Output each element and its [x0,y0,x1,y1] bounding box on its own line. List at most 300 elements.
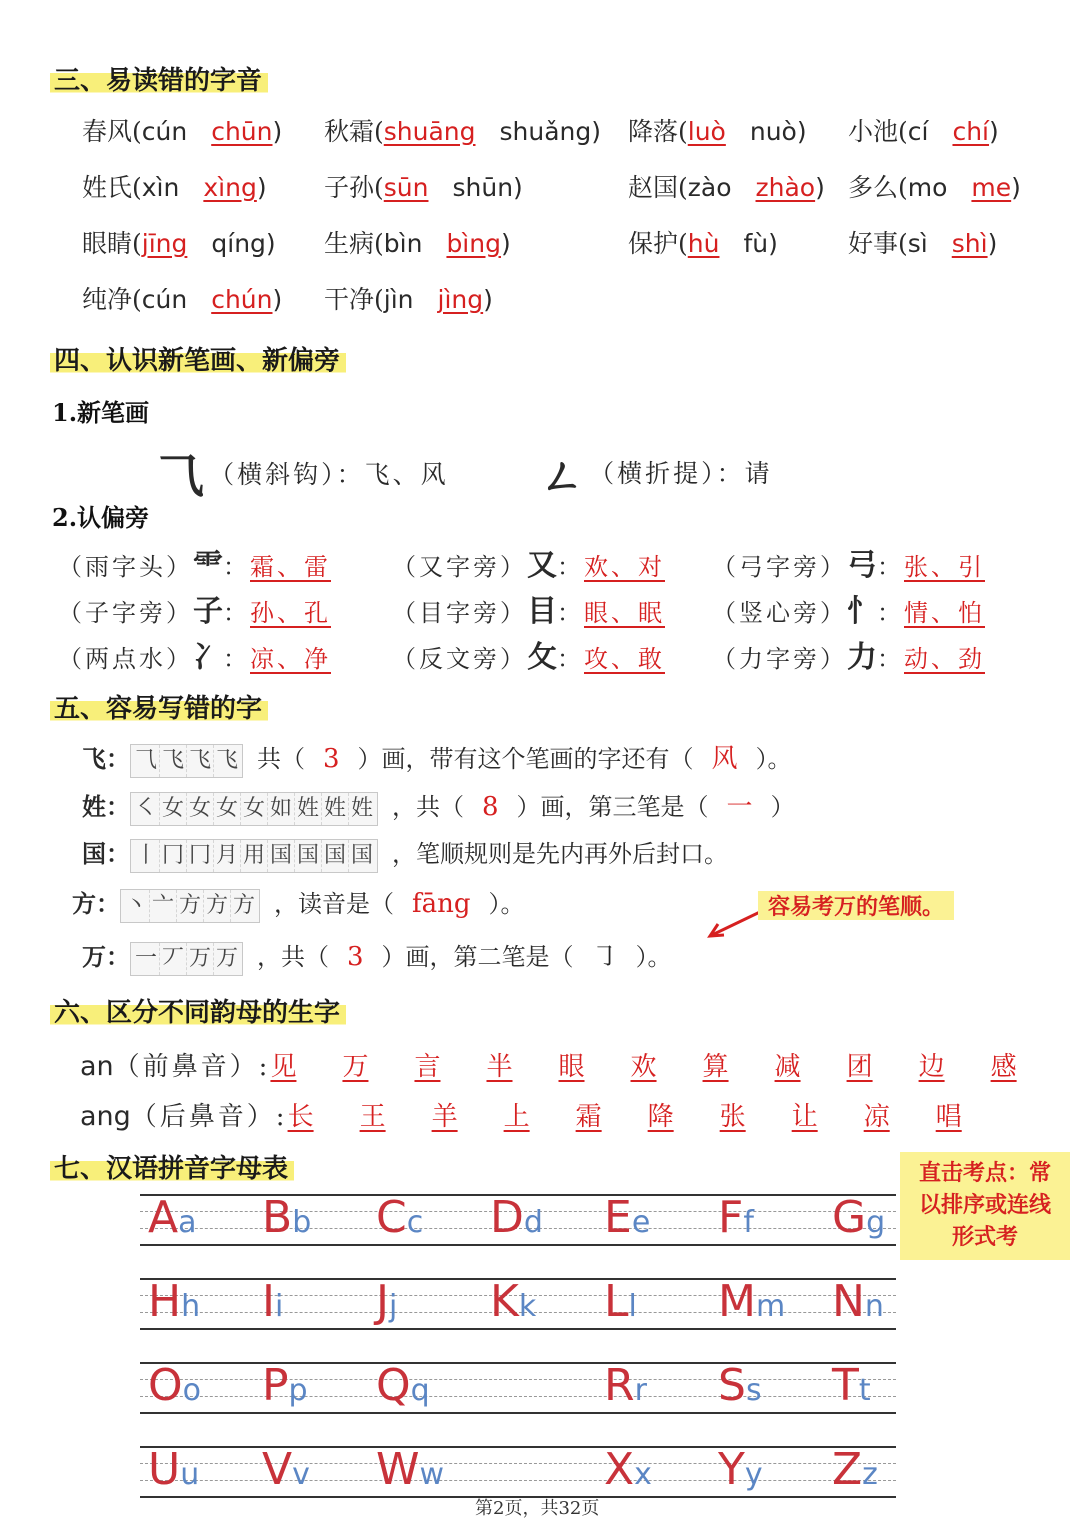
pronunciation-item [324,168,523,204]
lowercase-letter: c [406,1205,424,1240]
question-text: ）。 [755,745,792,773]
lowercase-letter: h [181,1289,201,1324]
stroke-step: 月 [214,840,241,872]
alphabet-letter [148,1444,199,1495]
uppercase-letter: R [604,1360,635,1411]
radical-example-chars: 霜、雷 [250,553,331,581]
alphabet-letter [832,1444,878,1495]
stroke-step: 方 [204,890,231,922]
lowercase-letter: g [866,1205,886,1240]
radical-example-chars: 情、怕 [904,599,985,627]
radical-example-chars: 张、引 [904,553,985,581]
stroke-step: 丨 [133,840,160,872]
stroke-step: 方 [177,890,204,922]
word-text: 秋霜( [324,117,384,146]
alphabet-letter [376,1360,430,1411]
stroke-glyph: ⺄ [158,449,204,503]
alphabet-letter [148,1360,201,1411]
writing-line [140,1463,896,1464]
writing-line [140,1362,896,1364]
final-label: an [80,1051,114,1082]
stroke-step: 用 [241,840,268,872]
radical-name: （反文旁） [392,645,527,673]
pronunciation-item [628,224,778,260]
uppercase-letter: Q [376,1360,411,1411]
alphabet-letter [262,1360,308,1411]
stroke-step: 丆 [160,943,187,975]
stroke-step: 飞 [187,745,214,777]
close-paren: ) [265,229,276,258]
final-char: 唱 [935,1102,962,1132]
lowercase-letter: z [862,1457,878,1492]
alphabet-letter [490,1192,543,1243]
close-paren: ) [989,117,999,146]
final-char: 霜 [575,1102,602,1132]
stroke-step: 国 [295,840,322,872]
lowercase-letter: a [178,1205,197,1240]
lowercase-letter: q [410,1373,430,1408]
char-lead: 万： [82,942,130,971]
word-text: 好事( [848,229,908,258]
stroke-order-box [130,942,243,976]
writing-line [140,1379,896,1380]
radical-item [712,540,985,584]
radical-glyph: 又 [527,548,557,583]
close-paren: ) [272,285,283,314]
question-text: ，读音是（ [274,890,394,918]
uppercase-letter: N [832,1276,865,1327]
radical-item [58,586,331,630]
final-char: 见 [270,1052,297,1082]
radical-glyph: 子 [193,594,223,629]
section-title-5: 五、容易写错的字 [50,688,268,725]
answer: 3 [323,744,340,774]
radical-name: （竖心旁） [712,599,847,627]
word-text: 子孙( [324,173,384,202]
word-text: 春风( [82,117,142,146]
lowercase-letter: e [631,1205,651,1240]
uppercase-letter: X [604,1444,635,1495]
uppercase-letter: V [262,1444,293,1495]
close-paren: ) [768,229,778,258]
stroke-step: ㇛ [133,793,160,825]
stroke-order-box [130,839,378,873]
final-char: 长 [287,1102,314,1132]
uppercase-letter: O [148,1360,183,1411]
alphabet-letter [604,1360,647,1411]
correct-pinyin: shì [951,229,988,258]
close-paren: ) [500,229,511,258]
word-text: 保护( [628,229,688,258]
colon: ： [877,553,904,581]
uppercase-letter: S [718,1360,746,1411]
correct-pinyin: zhào [755,173,816,202]
correct-pinyin: jīng [141,229,188,258]
final-char: 欢 [630,1052,657,1082]
stroke-step: 姓 [295,793,322,825]
alphabet-row [140,1446,896,1498]
stroke-step: 女 [241,793,268,825]
stroke-order-box [130,744,243,778]
correct-pinyin: xìng [203,173,257,202]
radical-name: （两点水） [58,645,193,673]
char-lead: 姓： [82,792,130,821]
alphabet-letter [376,1192,423,1243]
alphabet-letter [376,1276,397,1327]
final-char: 让 [791,1102,818,1132]
stroke-step: ⺄ [133,745,160,777]
final-char: 团 [846,1052,873,1082]
uppercase-letter: K [490,1276,519,1327]
alphabet-row [140,1194,896,1246]
close-paren: ) [1011,173,1021,202]
radical-item [712,632,985,676]
answer: ㇆ [591,942,618,972]
final-char: 上 [503,1102,530,1132]
radical-glyph: 忄 [847,594,877,629]
close-paren: ) [796,117,807,146]
final-char: 羊 [431,1102,458,1132]
answer: 风 [711,744,738,774]
wrong-pinyin: shūn [452,173,514,202]
radical-item [392,540,665,584]
lowercase-letter: b [292,1205,312,1240]
question-text: ，共（ [257,943,329,971]
correct-pinyin: bìng [446,229,501,258]
word-text: 多么( [848,173,908,202]
radical-example-chars: 动、劲 [904,645,985,673]
writing-line [140,1446,896,1448]
wrong-pinyin: jìn [383,285,414,314]
uppercase-letter: B [262,1192,293,1243]
lowercase-letter: p [288,1373,308,1408]
char-lead: 飞： [82,744,130,773]
correct-pinyin: chún [211,285,273,314]
final-char: 感 [990,1052,1017,1082]
radical-example-chars: 孙、孔 [250,599,331,627]
radical-example-chars: 欢、对 [584,553,665,581]
final-char: 言 [414,1052,441,1082]
radical-name: （力字旁） [712,645,847,673]
lowercase-letter: d [523,1205,543,1240]
stroke-step: 冂 [160,840,187,872]
final-type: （后鼻音）: [130,1102,288,1132]
note-wan-stroke: 容易考万的笔顺。 [758,888,954,923]
wrong-pinyin: cún [141,117,188,146]
alphabet-letter [148,1192,197,1243]
lowercase-letter: n [864,1289,884,1324]
uppercase-letter: U [148,1444,181,1495]
finals-row [80,1096,962,1133]
question-text: ）。 [488,890,525,918]
stroke-glyph: ㄥ [540,451,584,502]
final-char: 眼 [558,1052,585,1082]
stroke-step: 飞 [215,747,238,773]
radical-glyph: 弓 [847,548,877,583]
radical-glyph: 目 [527,594,557,629]
radical-name: （又字旁） [392,553,527,581]
note-alphabet: 直击考点：常以排序或连线形式考 [900,1152,1070,1260]
close-paren: ) [256,173,267,202]
alphabet-letter [832,1276,884,1327]
alphabet-letter [262,1192,311,1243]
stroke-step: 亠 [150,890,177,922]
char-lead: 方： [72,889,120,918]
correct-pinyin: chí [952,117,990,146]
alphabet-letter [718,1192,754,1243]
alphabet-letter [604,1444,652,1495]
radical-glyph: 攵 [527,640,557,675]
final-char: 边 [918,1052,945,1082]
radical-glyph: 力 [847,640,877,675]
stroke-step: 一 [133,943,160,975]
correct-pinyin: luò [687,117,726,146]
radical-glyph: 冫 [193,640,223,675]
writing-line [140,1480,896,1481]
stroke-step: 万 [187,943,214,975]
stroke-step: 国 [322,840,349,872]
answer: 8 [482,792,499,822]
wrong-pinyin: nuò [749,117,797,146]
wrong-pinyin: zào [687,173,732,202]
alphabet-letter [604,1192,650,1243]
pronunciation-item [324,112,601,148]
lowercase-letter: l [628,1289,637,1324]
stroke-step: 方 [232,892,255,918]
uppercase-letter: D [490,1192,524,1243]
stroke-step: 冂 [187,840,214,872]
pronunciation-item [324,224,511,260]
uppercase-letter: M [718,1276,756,1327]
stroke-step: 万 [215,945,238,971]
uppercase-letter: H [148,1276,182,1327]
stroke-order-box [130,792,378,826]
radical-name: （目字旁） [392,599,527,627]
stroke-item-hengzheti [540,440,773,504]
writing-line [140,1244,896,1246]
alphabet-letter [262,1276,283,1327]
stroke-order-box [120,889,260,923]
writing-line [140,1396,896,1397]
uppercase-letter: F [718,1192,744,1243]
page-footer: 第2页，共32页 [475,1498,600,1519]
word-text: 纯净( [82,285,142,314]
answer: 一 [726,792,753,822]
question-text: ）画，第三笔是（ [516,793,709,821]
lowercase-letter: y [744,1457,763,1492]
uppercase-letter: Z [832,1444,863,1495]
question-text: ） [770,793,795,821]
uppercase-letter: Y [718,1444,745,1495]
correct-pinyin: hù [687,229,720,258]
stroke-step: 姓 [322,793,349,825]
stroke-step: 如 [268,793,295,825]
final-char: 降 [647,1102,674,1132]
wrong-pinyin: bìn [383,229,423,258]
uppercase-letter: C [376,1192,407,1243]
radical-name: （雨字头） [58,553,193,581]
word-text: 降落( [628,117,688,146]
stroke-step: 姓 [350,795,373,821]
radical-example-chars: 眼、眠 [584,599,665,627]
stroke-desc: （横斜钩）：飞、风 [209,460,449,489]
radical-name: （子字旁） [58,599,193,627]
stroke-step: 女 [187,793,214,825]
alphabet-letter [604,1276,637,1327]
wrong-pinyin: shuǎng [499,117,592,146]
uppercase-letter: T [832,1360,859,1411]
close-paren: ) [272,117,283,146]
final-char: 半 [486,1052,513,1082]
answer: fāng [412,889,471,919]
wrong-pinyin: xìn [141,173,180,202]
radical-example-chars: 攻、敢 [584,645,665,673]
wrong-pinyin: mo [907,173,948,202]
stroke-item-henxiegou [158,440,449,506]
colon: ： [877,645,904,673]
subsection-radicals: 2.认偏旁 [52,503,150,532]
uppercase-letter: I [262,1276,275,1327]
lowercase-letter: t [858,1373,871,1408]
lowercase-letter: o [182,1373,201,1408]
lowercase-letter: w [419,1457,445,1492]
correct-pinyin: chūn [211,117,273,146]
pronunciation-item [82,168,267,204]
final-char: 张 [719,1102,746,1132]
pronunciation-item [628,168,825,204]
close-paren: ) [513,173,523,202]
alphabet-letter [832,1360,871,1411]
stroke-step: 国 [268,840,295,872]
word-text: 小池( [848,117,908,146]
alphabet-row [140,1278,896,1330]
colon: ： [557,553,584,581]
section-title-4: 四、认识新笔画、新偏旁 [50,340,346,377]
writing-line [140,1412,896,1414]
radical-glyph: ⻗ [193,548,223,583]
writing-row [72,884,525,923]
question-text: 共（ [257,745,305,773]
word-text: 姓氏( [82,173,142,202]
answer: 3 [347,942,364,972]
pronunciation-item [82,112,282,148]
lowercase-letter: s [745,1373,762,1408]
pronunciation-item [628,112,807,148]
pronunciation-item [82,224,276,260]
writing-row [82,936,672,976]
final-char: 算 [702,1052,729,1082]
writing-row [82,834,728,873]
lowercase-letter: f [743,1205,754,1240]
question-text: ，共（ [392,793,464,821]
uppercase-letter: W [376,1444,420,1495]
uppercase-letter: L [604,1276,629,1327]
stroke-desc: （横折提）：请 [589,459,773,488]
final-char: 王 [359,1102,386,1132]
correct-pinyin: me [971,173,1012,202]
close-paren: ) [815,173,825,202]
alphabet-letter [262,1444,310,1495]
final-label: ang [80,1101,131,1132]
colon: ： [877,599,904,627]
stroke-step: 飞 [160,745,187,777]
radical-item [392,586,665,630]
stroke-step: 国 [350,842,373,868]
pronunciation-item [324,280,493,316]
wrong-pinyin: sì [907,229,928,258]
pronunciation-item [848,168,1021,204]
close-paren: ) [591,117,602,146]
wrong-pinyin: cún [141,285,188,314]
lowercase-letter: r [634,1373,647,1408]
lowercase-letter: i [274,1289,284,1324]
lowercase-letter: m [755,1289,786,1324]
correct-pinyin: sūn [383,173,429,202]
lowercase-letter: v [292,1457,310,1492]
subsection-new-strokes: 1.新笔画 [52,398,150,427]
finals-row [80,1046,1017,1083]
section-title-3: 三、易读错的字音 [50,60,268,97]
lowercase-letter: x [634,1457,652,1492]
alphabet-row [140,1362,896,1414]
uppercase-letter: E [604,1192,632,1243]
question-text: ，笔顺规则是先内再外后封口。 [392,840,728,868]
question-text: ）画，带有这个笔画的字还有（ [357,745,694,773]
word-text: 赵国( [628,173,688,202]
word-text: 眼睛( [82,229,142,258]
alphabet-letter [832,1192,885,1243]
radical-name: （弓字旁） [712,553,847,581]
question-text: ）画，第二笔是（ [381,943,574,971]
stroke-step: 丶 [123,890,150,922]
colon: ： [223,599,250,627]
pronunciation-item [82,280,282,316]
correct-pinyin: shuāng [383,117,476,146]
radical-item [58,540,331,584]
section-title-6: 六、区分不同韵母的生字 [50,992,346,1029]
uppercase-letter: J [376,1276,389,1327]
final-char: 万 [342,1052,369,1082]
writing-row [82,786,795,826]
uppercase-letter: A [148,1192,179,1243]
question-text: ）。 [635,943,672,971]
uppercase-letter: G [832,1192,867,1243]
writing-row [82,738,792,778]
word-text: 生病( [324,229,384,258]
alphabet-letter [718,1444,763,1495]
stroke-step: 女 [214,793,241,825]
correct-pinyin: jìng [437,285,484,314]
lowercase-letter: k [518,1289,537,1324]
colon: ： [557,645,584,673]
final-char: 凉 [863,1102,890,1132]
word-text: 干净( [324,285,384,314]
pronunciation-item [848,224,997,260]
pronunciation-item [848,112,999,148]
final-char: 减 [774,1052,801,1082]
colon: ： [557,599,584,627]
colon: ： [223,553,250,581]
alphabet-letter [148,1276,200,1327]
radical-item [58,632,331,676]
uppercase-letter: P [262,1360,289,1411]
alphabet-letter [490,1276,536,1327]
char-lead: 国： [82,839,130,868]
colon: ： [223,645,250,673]
close-paren: ) [987,229,998,258]
stroke-step: 女 [160,793,187,825]
wrong-pinyin: qíng [211,229,266,258]
